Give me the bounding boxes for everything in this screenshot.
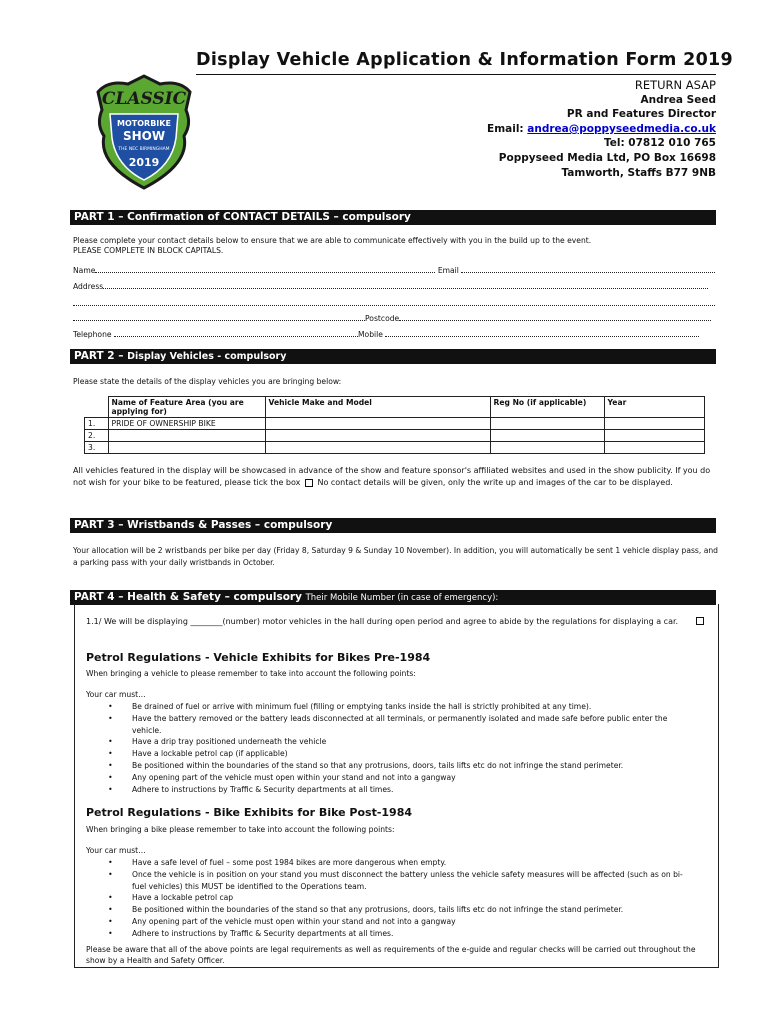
list-item: • Once the vehicle is in position on your stand you must disconnect the battery unless the vehicle safety measures will be affected (such as on bi-fuel vehicles) this MUST be identified to the Operations team.: [86, 869, 696, 893]
vehicle-table: [84, 396, 705, 454]
contact-tel: Tel: 07812 010 765: [603, 137, 716, 150]
part4-title: PART 4 – Health & Safety – compulsory: [74, 591, 302, 603]
logo-venue: THE NEC BIRMINGHAM: [118, 147, 170, 152]
row-feature[interactable]: PRIDE OF OWNERSHIP BIKE: [108, 418, 265, 430]
name-label: Name: [73, 266, 96, 275]
list-item: • Have a safe level of fuel – some post 1984 bikes are more dangerous when empty.: [86, 857, 696, 869]
list-item: • Have the battery removed or the battery leads disconnected at all terminals, or permanently isolated and made safe before public enter the vehicle.: [86, 713, 696, 737]
email-field-label: Email: [437, 266, 459, 275]
contact-role: PR and Features Director: [566, 108, 716, 121]
mobile-field[interactable]: [385, 336, 699, 337]
logo-mid-text: MOTORBIKE: [117, 119, 171, 128]
post1984-must: Your car must…: [86, 846, 146, 855]
name-field[interactable]: [95, 272, 435, 273]
contact-block: [487, 78, 716, 180]
row-year[interactable]: [604, 442, 704, 454]
header-reg-no: Reg No (if applicable): [490, 397, 604, 418]
page-title: Display Vehicle Application & Information Form 2019: [196, 50, 734, 70]
list-item: • Be positioned within the boundaries of the stand so that any protrusions, doors, tails lifts etc do not infringe the stand perimeter.: [86, 904, 696, 916]
part4-header: [70, 590, 716, 605]
part3-text: Your allocation will be 2 wristbands per bike per day (Friday 8, Saturday 9 & Sunday 10 November). In addition, you will automatically be sent 1 vehicle display pass, and a parking pass with your daily wristbands in October.: [73, 546, 718, 567]
address-row-1: [73, 282, 716, 291]
part2-note-a: All vehicles featured in the display will be showcased in advance of the show and feature sponsor's affiliated websites and used in the show publicity. If you do not wish for your bike to be featured, please tick the box: [73, 466, 711, 487]
pre1984-intro: When bringing a vehicle to please remember to take into account the following points:: [86, 669, 416, 678]
email-link[interactable]: andrea@poppyseedmedia.co.uk: [527, 122, 716, 135]
contact-company: Poppyseed Media Ltd, PO Box 16698: [498, 151, 716, 164]
row-make-model[interactable]: [265, 418, 490, 430]
list-item: • Have a lockable petrol cap (if applicable): [86, 748, 696, 760]
header-year: Year: [604, 397, 704, 418]
header-feature-area: Name of Feature Area (you are applying for): [108, 397, 265, 418]
agree-checkbox[interactable]: [696, 617, 704, 625]
part1-header: PART 1 – Confirmation of CONTACT DETAILS – compulsory: [70, 210, 716, 225]
address-row-2: [73, 299, 716, 308]
table-row: [85, 418, 705, 430]
post1984-title: Petrol Regulations - Bike Exhibits for Bike Post-1984: [86, 806, 413, 819]
name-email-row: [73, 266, 716, 275]
part4-title-extra: Their Mobile Number (in case of emergency):: [305, 593, 499, 603]
list-item: • Any opening part of the vehicle must open within your stand and not into a gangway: [86, 916, 696, 928]
row-number: 2.: [85, 430, 109, 442]
postcode-field[interactable]: [399, 320, 711, 321]
row-feature[interactable]: [108, 430, 265, 442]
list-item: • Adhere to instructions by Traffic & Security departments at all times.: [86, 784, 696, 796]
part1-intro: [73, 236, 718, 256]
title-underline: [196, 74, 716, 75]
part2-title-bold: PART 2 –: [74, 350, 128, 362]
table-row: [85, 442, 705, 454]
logo-top-text: CLASSIC: [101, 89, 187, 109]
row-number: 1.: [85, 418, 109, 430]
row-year[interactable]: [604, 430, 704, 442]
contact-name: Andrea Seed: [640, 93, 716, 106]
part2-intro: Please state the details of the display vehicles you are bringing below:: [73, 377, 342, 386]
post1984-intro: When bringing a bike please remember to take into account the following points:: [86, 825, 395, 834]
postcode-label: Postcode: [365, 314, 400, 323]
address-field-3[interactable]: [73, 320, 365, 321]
header-make-model: Vehicle Make and Model: [265, 397, 490, 418]
no-feature-checkbox[interactable]: [305, 479, 313, 487]
telephone-field[interactable]: [114, 336, 358, 337]
logo-year: 2019: [128, 156, 160, 169]
email-label: Email:: [487, 122, 524, 135]
part2-note-b: No contact details will be given, only the write up and images of the car to be displayed.: [317, 478, 673, 487]
address-label: Address: [73, 282, 104, 291]
email-field[interactable]: [461, 272, 716, 273]
part2-note: [73, 465, 718, 489]
contact-email-line: [487, 122, 716, 137]
return-asap: RETURN ASAP: [634, 78, 716, 92]
row-feature[interactable]: [108, 442, 265, 454]
postcode-row: [73, 314, 716, 323]
address-field-1[interactable]: [103, 288, 708, 289]
row-reg-no[interactable]: [490, 430, 604, 442]
show-logo: [88, 74, 200, 192]
row-make-model[interactable]: [265, 430, 490, 442]
pre1984-title: Petrol Regulations - Vehicle Exhibits for Bikes Pre-1984: [86, 651, 431, 664]
post1984-list: [86, 857, 696, 940]
table-row: [85, 430, 705, 442]
telephone-row: [73, 330, 716, 339]
row-reg-no[interactable]: [490, 418, 604, 430]
part2-header: [70, 349, 716, 364]
mobile-label: Mobile: [358, 330, 383, 339]
row-number: 3.: [85, 442, 109, 454]
part4-footer: Please be aware that all of the above points are legal requirements as well as requirements of the e-guide and regular checks will be carried out throughout the show by a Health and Safety Officer.: [86, 945, 696, 965]
address-field-2[interactable]: [73, 305, 715, 306]
list-item: • Have a drip tray positioned underneath the vehicle: [86, 736, 696, 748]
pre1984-list: [86, 701, 696, 795]
list-item: • Adhere to instructions by Traffic & Security departments at all times.: [86, 928, 696, 940]
part1-intro-line2: PLEASE COMPLETE IN BLOCK CAPITALS.: [73, 246, 224, 255]
row-year[interactable]: [604, 418, 704, 430]
telephone-label: Telephone: [73, 330, 112, 339]
part3-header: PART 3 – Wristbands & Passes – compulsory: [70, 518, 716, 533]
part4-item: 1.1/ We will be displaying ________(number) motor vehicles in the hall during open period and agree to abide by the regulations for displaying a car.: [86, 617, 679, 626]
list-item: • Be positioned within the boundaries of the stand so that any protrusions, doors, tails lifts etc do not infringe the stand perimeter.: [86, 760, 696, 772]
list-item: • Any opening part of the vehicle must open within your stand and not into a gangway: [86, 772, 696, 784]
part1-intro-line1: Please complete your contact details below to ensure that we are able to communicate effectively with you in the build up to the event.: [73, 236, 592, 245]
list-item: • Have a lockable petrol cap: [86, 892, 696, 904]
list-item: • Be drained of fuel or arrive with minimum fuel (filling or emptying tanks inside the hall is strictly prohibited at any time).: [86, 701, 696, 713]
row-make-model[interactable]: [265, 442, 490, 454]
pre1984-must: Your car must…: [86, 690, 146, 699]
row-reg-no[interactable]: [490, 442, 604, 454]
logo-show-text: SHOW: [122, 129, 166, 143]
contact-address: Tamworth, Staffs B77 9NB: [561, 166, 716, 179]
part2-title-rest: Display Vehicles - compulsory: [127, 351, 287, 362]
table-corner: [85, 397, 109, 418]
table-header-row: [85, 397, 705, 418]
